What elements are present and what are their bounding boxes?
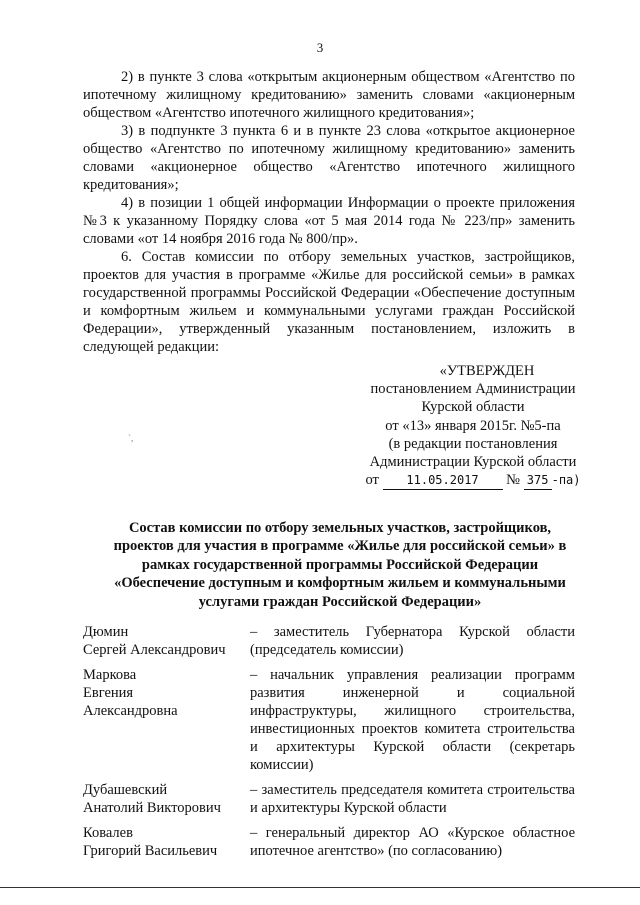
- approval-stamp-block: [338, 362, 608, 490]
- member-row: [83, 824, 575, 860]
- member-name-line: Александровна: [83, 703, 178, 719]
- approval-line: Курской области: [421, 399, 525, 416]
- member-name-line: Анатолий Викторович: [83, 800, 221, 816]
- member-name: [83, 824, 250, 860]
- page-bottom-rule: [0, 887, 640, 888]
- member-role: – заместитель Губернатора Курской области (председатель комиссии): [250, 624, 575, 658]
- member-name-line: Сергей Александрович: [83, 642, 226, 658]
- from-label: от: [365, 472, 379, 489]
- approval-line: постановлением Администрации: [370, 381, 576, 398]
- paragraph-2: 2) в пункте 3 слова «открытым акционерным обществом «Агентство по ипотечному жилищному кредитованию» заменить словами «акционерным обществом «Агентство ипотечного жилищного кредитования»;: [83, 69, 575, 121]
- member-row: [83, 666, 575, 774]
- member-row: [83, 781, 575, 817]
- member-row: [83, 623, 575, 659]
- member-name-line: Маркова: [83, 667, 137, 683]
- paragraph-6: 6. Состав комиссии по отбору земельных участков, застройщиков, проектов для участия в программе «Жилье для российской семьи» в рамках государственной программы Российской Федерации «Обеспечение доступным и комфортным жильем и коммунальными услугами граждан Российской Федерации», утвержденный указанным постановлением, изложить в следующей редакции:: [83, 249, 575, 355]
- approval-line: (в редакции постановления: [388, 435, 558, 452]
- page-number: 3: [316, 40, 324, 55]
- number-label: №: [506, 472, 520, 489]
- member-role: – заместитель председателя комитета строительства и архитектуры Курской области: [250, 782, 575, 816]
- member-role: – начальник управления реализации программ развития инженерной и социальной инфраструктуры, жилищного строительства, инвестиционных проектов комитета строительства и архитектуры Курской области (секретарь комиссии): [250, 667, 575, 773]
- approval-title: «УТВЕРЖДЕН: [439, 363, 535, 379]
- date-field: 11.05.2017: [383, 471, 503, 490]
- amendment-text: [83, 68, 575, 356]
- commission-heading: Состав комиссии по отбору земельных участков, застройщиков, проектов для участия в программе «Жилье для российской семьи» в рамках государственной программы Российской Федерации «Обеспечение доступным и комфортным жильем и коммунальными услугами граждан Российской Федерации»: [113, 520, 567, 610]
- member-name: [83, 781, 250, 817]
- approval-date-line: [338, 471, 608, 490]
- paragraph-4: 4) в позиции 1 общей информации Информации о проекте приложения №3 к указанному Порядку слова «от 5 мая 2014 года № 223/пр» заменить словами «от 14 ноября 2016 года № 800/пр».: [83, 195, 575, 247]
- member-name: [83, 666, 250, 774]
- member-name-line: Дубашевский: [83, 782, 168, 798]
- paragraph-3: 3) в подпункте 3 пункта 6 и в пункте 23 слова «открытое акционерное общество «Агентство по ипотечному жилищному кредитованию» заменить словами «акционерное общество «Агентство ипотечного жилищного кредитования»;: [83, 123, 575, 193]
- member-name-line: Григорий Васильевич: [83, 843, 218, 859]
- number-suffix: -па): [551, 473, 581, 488]
- member-name-line: Дюмин: [83, 624, 129, 640]
- member-name-line: Евгения: [83, 685, 134, 701]
- approval-line: Администрации Курской области: [369, 454, 577, 471]
- member-name: [83, 623, 250, 659]
- members-list: [83, 623, 575, 867]
- member-role: – генеральный директор АО «Курское областное ипотечное агентство» (по согласованию): [250, 825, 575, 859]
- scan-speck-mark: `,: [128, 433, 134, 443]
- approval-line: от «13» января 2015г. №5-па: [385, 417, 561, 434]
- member-name-line: Ковалев: [83, 825, 133, 841]
- number-field: 375: [524, 471, 552, 490]
